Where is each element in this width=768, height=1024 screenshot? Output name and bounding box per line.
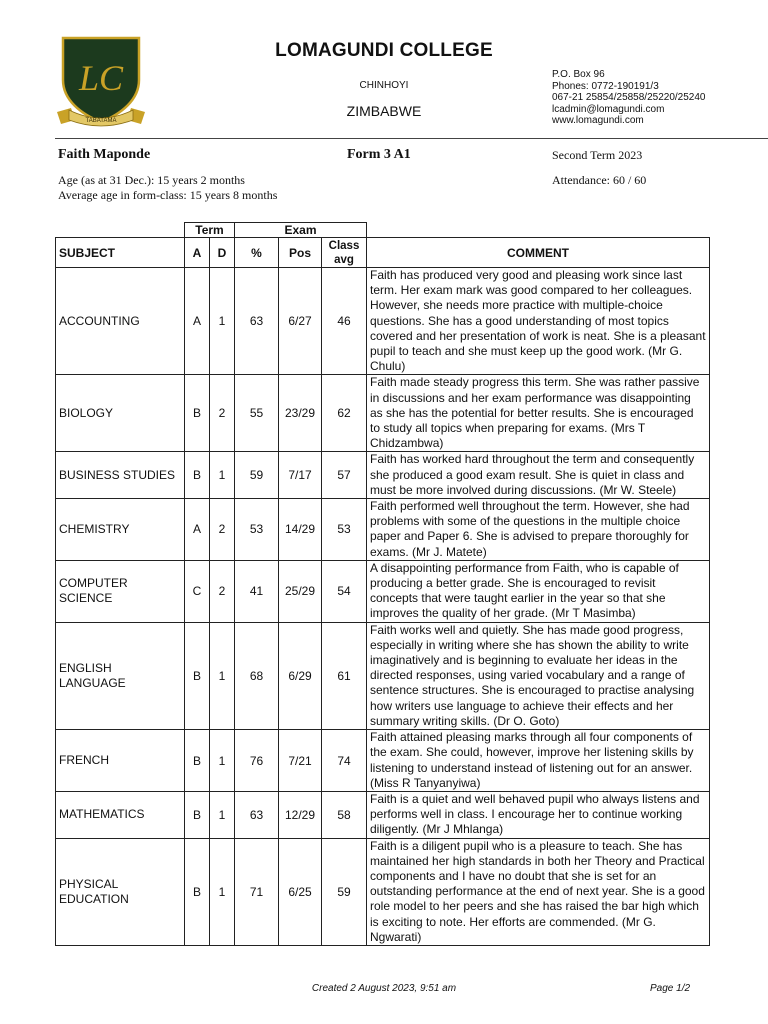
table-row — [56, 375, 710, 452]
position-cell: 12/29 — [279, 791, 322, 838]
diligence-cell: 2 — [210, 375, 235, 452]
position-cell: 7/21 — [279, 730, 322, 792]
percent-cell: 68 — [235, 622, 279, 729]
diligence-cell: 1 — [210, 791, 235, 838]
contact-phones: Phones: 0772-190191/3 — [552, 80, 659, 92]
table-row — [56, 560, 710, 622]
attainment-cell: A — [185, 268, 210, 375]
table-row — [56, 730, 710, 792]
attainment-cell: B — [185, 452, 210, 499]
diligence-cell: 1 — [210, 730, 235, 792]
percent-cell: 63 — [235, 791, 279, 838]
class-avg-cell: 59 — [322, 838, 367, 945]
column-header-row — [56, 238, 710, 268]
subject-header: SUBJECT — [56, 238, 185, 268]
student-age: Age (as at 31 Dec.): 15 years 2 months — [58, 173, 245, 187]
contact-block — [552, 69, 705, 127]
subject-cell: ENGLISH LANGUAGE — [56, 622, 185, 729]
diligence-cell: 1 — [210, 838, 235, 945]
attainment-header: A — [185, 238, 210, 268]
percent-cell: 76 — [235, 730, 279, 792]
comment-cell: Faith performed well throughout the term. However, she had problems with some of the questions in the multiple choice paper and Paper 6. She is advised to prepare thoroughly for exams. (Mr J. Matete) — [367, 499, 710, 561]
position-cell: 6/27 — [279, 268, 322, 375]
position-cell: 7/17 — [279, 452, 322, 499]
subject-cell: PHYSICAL EDUCATION — [56, 838, 185, 945]
subject-cell: MATHEMATICS — [56, 791, 185, 838]
school-name: LOMAGUNDI COLLEGE — [275, 40, 493, 61]
subject-cell: ACCOUNTING — [56, 268, 185, 375]
attainment-cell: B — [185, 622, 210, 729]
diligence-cell: 1 — [210, 622, 235, 729]
percent-cell: 53 — [235, 499, 279, 561]
contact-phones-alt: 067-21 25854/25858/25220/25240 — [552, 92, 706, 103]
crest-motto: TABATAMA — [85, 118, 117, 124]
table-row — [56, 838, 710, 945]
created-timestamp: Created 2 August 2023, 9:51 am — [311, 983, 457, 994]
comment-cell: Faith made steady progress this term. She was rather passive in discussions and her exam performance was disappointing as she has the potential for better results. She is encouraged to study all topics when preparing for exams. (Mrs T Chidzambwa) — [367, 375, 710, 452]
comment-cell: Faith has produced very good and pleasing work since last term. Her exam mark was good compared to her colleagues. However, she needs more practice with multiple-choice questions. She has a good understanding of most topics covered and her presentation of work is neat. She is a pleasant pupil to teach and she must keep up the good work. (Mr G. Chulu) — [367, 268, 710, 375]
diligence-cell: 1 — [210, 268, 235, 375]
class-avg-cell: 74 — [322, 730, 367, 792]
attendance: Attendance: 60 / 60 — [552, 173, 647, 187]
grades-table — [55, 222, 710, 946]
percent-cell: 41 — [235, 560, 279, 622]
school-country: ZIMBABWE — [346, 103, 422, 119]
diligence-header: D — [210, 238, 235, 268]
subject-cell: COMPUTER SCIENCE — [56, 560, 185, 622]
attainment-cell: B — [185, 838, 210, 945]
class-avg-cell: 46 — [322, 268, 367, 375]
table-row — [56, 791, 710, 838]
class-avg-cell: 62 — [322, 375, 367, 452]
header-divider — [55, 138, 768, 139]
attainment-cell: B — [185, 375, 210, 452]
student-form: Form 3 A1 — [347, 147, 411, 162]
average-age: Average age in form-class: 15 years 8 months — [58, 188, 278, 202]
diligence-cell: 1 — [210, 452, 235, 499]
subject-cell: CHEMISTRY — [56, 499, 185, 561]
diligence-cell: 2 — [210, 560, 235, 622]
class-avg-header: Class avg — [322, 238, 367, 268]
contact-website: www.lomagundi.com — [552, 115, 644, 126]
percent-cell: 55 — [235, 375, 279, 452]
term-group-header: Term — [185, 223, 235, 238]
subject-cell: FRENCH — [56, 730, 185, 792]
subject-cell: BUSINESS STUDIES — [56, 452, 185, 499]
percent-header: % — [235, 238, 279, 268]
comment-cell: Faith is a quiet and well behaved pupil who always listens and performs well in class. I encourage her to continue working diligently. (Mr J Mhlanga) — [367, 791, 710, 838]
table-row — [56, 499, 710, 561]
diligence-cell: 2 — [210, 499, 235, 561]
percent-cell: 63 — [235, 268, 279, 375]
comment-header: COMMENT — [367, 238, 710, 268]
comment-cell: Faith is a diligent pupil who is a pleasure to teach. She has maintained her high standards in both her Theory and Practical components and I have no doubt that she is set for an outstanding performance at the end of next year. She is a good role model to her peers and she has raised the bar high which is exciting to note. Her efforts are commended. (Mr G. Ngwarati) — [367, 838, 710, 945]
contact-email: lcadmin@lomagundi.com — [552, 103, 665, 115]
position-cell: 23/29 — [279, 375, 322, 452]
class-avg-cell: 58 — [322, 791, 367, 838]
comment-cell: A disappointing performance from Faith, who is capable of producing a better grade. She is encouraged to revisit concepts that were taught earlier in the year so that she improves the quality of her grade. (Mr T Masimba) — [367, 560, 710, 622]
contact-po-box: P.O. Box 96 — [552, 69, 605, 80]
comment-cell: Faith works well and quietly. She has made good progress, especially in writing where she has shown the ability to write imaginatively and is beginning to evaluate her ideas in the directed responses, using varied vocabulary and a range of sentence structures. She is encouraged to practise analysing how writers use language to achieve their effects and her summary writing skills. (Dr O. Goto) — [367, 622, 710, 729]
comment-cell: Faith attained pleasing marks through all four components of the exam. She could, however, improve her listening skills by listening to understand instead of listening out for an answer. (Miss R Tanyanyiwa) — [367, 730, 710, 792]
percent-cell: 71 — [235, 838, 279, 945]
attainment-cell: C — [185, 560, 210, 622]
exam-group-header: Exam — [235, 223, 367, 238]
student-name: Faith Maponde — [58, 147, 151, 162]
position-header: Pos — [279, 238, 322, 268]
group-header-row — [56, 223, 710, 238]
attainment-cell: A — [185, 499, 210, 561]
position-cell: 6/29 — [279, 622, 322, 729]
attainment-cell: B — [185, 791, 210, 838]
page-number: Page 1/2 — [650, 983, 691, 994]
comment-cell: Faith has worked hard throughout the term and consequently she produced a good exam result. She is quiet in class and must be more involved during discussions. (Mr W. Steele) — [367, 452, 710, 499]
class-avg-cell: 57 — [322, 452, 367, 499]
subject-cell: BIOLOGY — [56, 375, 185, 452]
class-avg-cell: 61 — [322, 622, 367, 729]
attainment-cell: B — [185, 730, 210, 792]
report-term: Second Term 2023 — [552, 148, 643, 162]
class-avg-cell: 53 — [322, 499, 367, 561]
position-cell: 14/29 — [279, 499, 322, 561]
position-cell: 25/29 — [279, 560, 322, 622]
school-city: CHINHOYI — [359, 80, 409, 91]
class-avg-cell: 54 — [322, 560, 367, 622]
table-row — [56, 268, 710, 375]
crest-monogram: LC — [78, 58, 124, 98]
table-row — [56, 452, 710, 499]
position-cell: 6/25 — [279, 838, 322, 945]
table-row — [56, 622, 710, 729]
percent-cell: 59 — [235, 452, 279, 499]
